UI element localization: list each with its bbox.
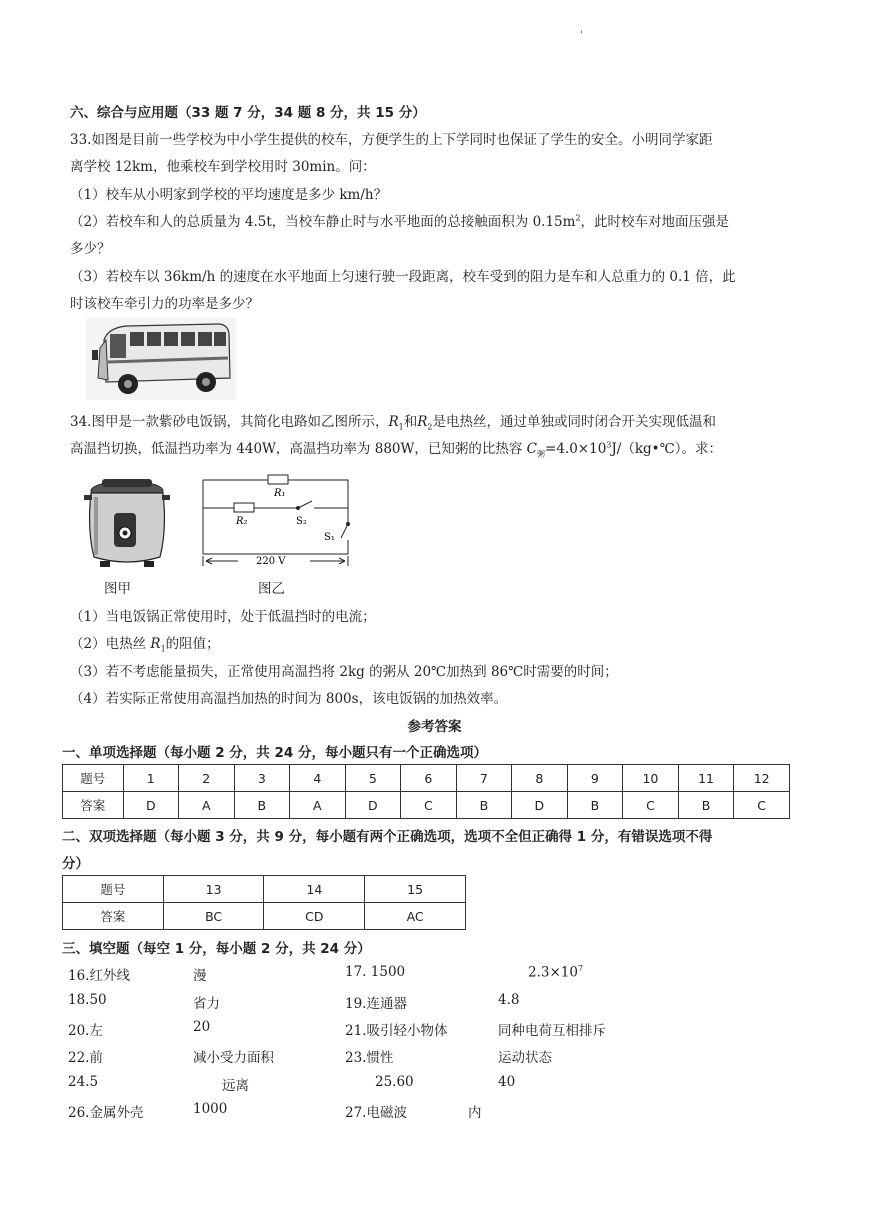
q33-part3-line1: （3）若校车以 36km/h 的速度在水平地面上匀速行驶一段距离，校车受到的阻力是车和人总重力的 0.1 倍，此 [70, 269, 736, 285]
fill-answer: 内 [468, 1105, 482, 1121]
cell: B [567, 792, 623, 819]
rice-cooker-image [82, 475, 172, 570]
cell: C [623, 792, 679, 819]
fig-b-caption: 图乙 [258, 581, 285, 597]
cell: C [401, 792, 457, 819]
cell: 4 [290, 765, 346, 792]
fill-answer: 25.60 [375, 1074, 414, 1090]
table-row [63, 903, 466, 930]
row-label: 题号 [63, 876, 164, 903]
q33-part2-line2: 多少？ [70, 241, 111, 257]
fill-answer: 40 [498, 1074, 516, 1090]
fill-answer: 省力 [193, 996, 220, 1012]
q33-part3-line2: 时该校车牵引力的功率是多少？ [70, 296, 259, 312]
cell: A [179, 792, 235, 819]
answers-title: 参考答案 [407, 719, 462, 735]
table-row [63, 876, 466, 903]
cell: 5 [345, 765, 401, 792]
cell: B [678, 792, 734, 819]
cell: 2 [179, 765, 235, 792]
q33-part1: （1）校车从小明家到学校的平均速度是多少 km/h？ [70, 187, 388, 203]
fill-answer: 20 [193, 1019, 211, 1035]
q33-part2-line1: （2）若校车和人的总质量为 4.5t，当校车静止时与水平地面的总接触面积为 $0.15m^2$，此时校车对地面压强是 [70, 213, 730, 230]
q34-part3: （3）若不考虑能量损失，正常使用高温挡将 2kg 的粥从 20℃加热到 86℃时需要的时间； [70, 664, 618, 680]
cell: 13 [163, 876, 264, 903]
q34-stem-line2: 高温挡切换，低温挡功率为 440W，高温挡功率为 880W，已知粥的比热容 $C_粥=4.0\times 10^3J/(kg•℃)$。求： [70, 440, 722, 459]
cell: 11 [678, 765, 734, 792]
circuit-diagram [198, 472, 363, 572]
table-row [63, 765, 790, 792]
section-six-heading: 六、综合与应用题（33 题 7 分，34 题 8 分，共 15 分） [70, 105, 426, 121]
circuit-label-r2: R₂ [236, 516, 248, 527]
fill-answer: 21.吸引轻小物体 [345, 1023, 448, 1039]
row-label: 题号 [63, 765, 124, 792]
fill-answer: 漫 [193, 968, 207, 984]
cell: A [290, 792, 346, 819]
double-choice-answer-table [62, 875, 466, 930]
q34-part4: （4）若实际正常使用高温挡加热的时间为 800s，该电饭锅的加热效率。 [70, 691, 508, 707]
fill-answer: 运动状态 [498, 1050, 552, 1066]
cell: C [734, 792, 790, 819]
cell: 9 [567, 765, 623, 792]
fill-answer: 26.金属外壳 [68, 1105, 144, 1121]
cell: D [345, 792, 401, 819]
fill-answer: 16.红外线 [68, 968, 130, 984]
fill-blank-heading: 三、填空题（每空 1 分，每小题 2 分，共 24 分） [62, 941, 371, 957]
fill-answer: 27.电磁波 [345, 1105, 407, 1121]
q34-part1: （1）当电饭锅正常使用时，处于低温挡时的电流； [70, 609, 376, 625]
circuit-label-r1: R₁ [274, 488, 286, 499]
single-choice-heading: 一、单项选择题（每小题 2 分，共 24 分，每小题只有一个正确选项） [62, 745, 487, 761]
fill-answer: 19.连通器 [345, 996, 407, 1012]
fill-answer: 同种电荷互相排斥 [498, 1023, 606, 1039]
cell: 3 [234, 765, 290, 792]
q34-part2: （2）电热丝 $R_1$的阻值； [70, 636, 220, 654]
cell: 1 [123, 765, 179, 792]
fill-answer: 18.50 [68, 992, 107, 1008]
circuit-label-s2: S₂ [296, 516, 307, 527]
cell: 10 [623, 765, 679, 792]
cell: 8 [512, 765, 568, 792]
q33-stem-line1: 33.如图是目前一些学校为中小学生提供的校车，方便学生的上下学同时也保证了学生的安全。小明同学家距 [70, 132, 713, 148]
fill-answer: 20.左 [68, 1023, 103, 1039]
cell: D [512, 792, 568, 819]
fig-a-caption: 图甲 [104, 581, 131, 597]
fill-answer: 4.8 [498, 992, 520, 1008]
fill-answer: 1000 [193, 1101, 228, 1117]
fill-answer: 17. 1500 [345, 964, 406, 980]
double-choice-heading-line2: 分） [62, 856, 89, 872]
cell: CD [264, 903, 365, 930]
single-choice-answer-table [62, 764, 790, 819]
double-choice-heading-line1: 二、双项选择题（每小题 3 分，共 9 分，每小题有两个正确选项，选项不全但正确得 1 分，有错误选项不得 [62, 829, 713, 845]
q33-stem-line2: 离学校 12km，他乘校车到学校用时 30min。问： [70, 159, 376, 175]
fill-answer: 23.惯性 [345, 1050, 394, 1066]
cell: 7 [456, 765, 512, 792]
cell: 12 [734, 765, 790, 792]
fill-answer: 远离 [222, 1078, 249, 1094]
cell: 15 [365, 876, 466, 903]
q34-stem-line1: 34.图甲是一款紫砂电饭锅，其简化电路如乙图所示，$R_1$和$R_2$是电热丝，通过单独或同时闭合开关实现低温和 [70, 414, 717, 432]
school-bus-image [86, 318, 236, 400]
cell: BC [163, 903, 264, 930]
circuit-label-voltage: 220 V [256, 556, 286, 567]
cell: B [234, 792, 290, 819]
row-label: 答案 [63, 792, 124, 819]
fill-answer: 22.前 [68, 1050, 103, 1066]
cell: B [456, 792, 512, 819]
table-row [63, 792, 790, 819]
cell: D [123, 792, 179, 819]
cell: AC [365, 903, 466, 930]
cell: 6 [401, 765, 457, 792]
fill-answer: 24.5 [68, 1074, 99, 1090]
page-mark: ' [580, 30, 583, 41]
fill-answer: $2.3\times 10^7$ [528, 964, 584, 981]
cell: 14 [264, 876, 365, 903]
row-label: 答案 [63, 903, 164, 930]
circuit-label-s1: S₁ [324, 532, 335, 543]
fill-answer: 减小受力面积 [193, 1050, 274, 1066]
